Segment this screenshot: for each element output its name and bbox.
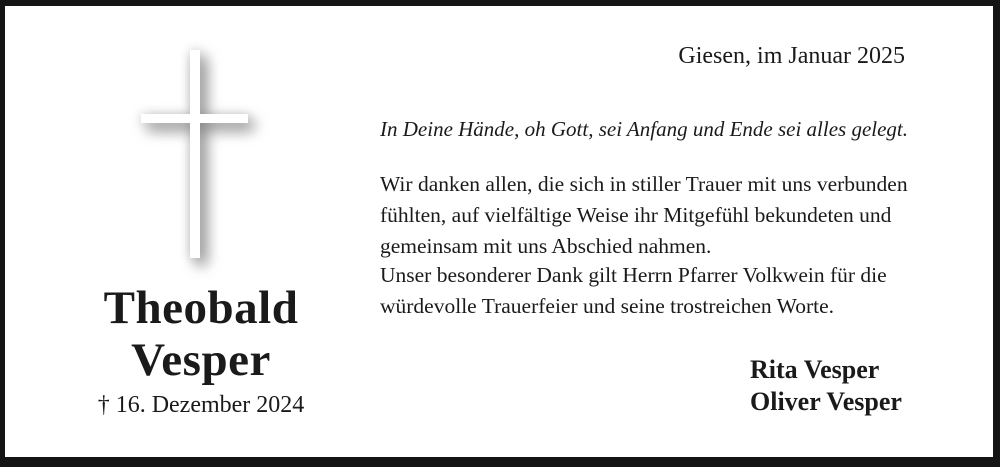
deceased-last-name: Vesper	[131, 334, 271, 386]
cross-vertical-bar	[190, 50, 200, 258]
mourner-name-1: Rita Vesper	[750, 355, 880, 384]
cross-horizontal-bar	[141, 114, 248, 123]
epigraph-quote: In Deine Hände, oh Gott, sei Anfang und Ende sei alles gelegt.	[380, 117, 909, 141]
thanks-paragraph	[380, 169, 908, 262]
priest-thanks-line-1: Unser besonderer Dank gilt Herrn Pfarrer Volkwein für die	[380, 263, 887, 287]
mourner-name-2: Oliver Vesper	[750, 387, 902, 416]
death-date: † 16. Dezember 2024	[97, 392, 305, 418]
dateline: Giesen, im Januar 2025	[678, 43, 905, 69]
thanks-line-1: Wir danken allen, die sich in stiller Trauer mit uns verbunden	[380, 172, 908, 196]
deceased-name	[60, 282, 342, 386]
priest-thanks-line-2: würdevolle Trauerfeier und seine trostreichen Worte.	[380, 294, 835, 318]
deceased-first-name: Theobald	[103, 282, 299, 334]
thanks-line-3: gemeinsam mit uns Abschied nahmen.	[380, 234, 712, 258]
priest-thanks-paragraph	[380, 260, 887, 322]
mourners-block	[750, 354, 902, 418]
cross-icon	[5, 6, 355, 296]
thanks-line-2: fühlten, auf vielfältige Weise ihr Mitgefühl bekundeten und	[380, 203, 892, 227]
